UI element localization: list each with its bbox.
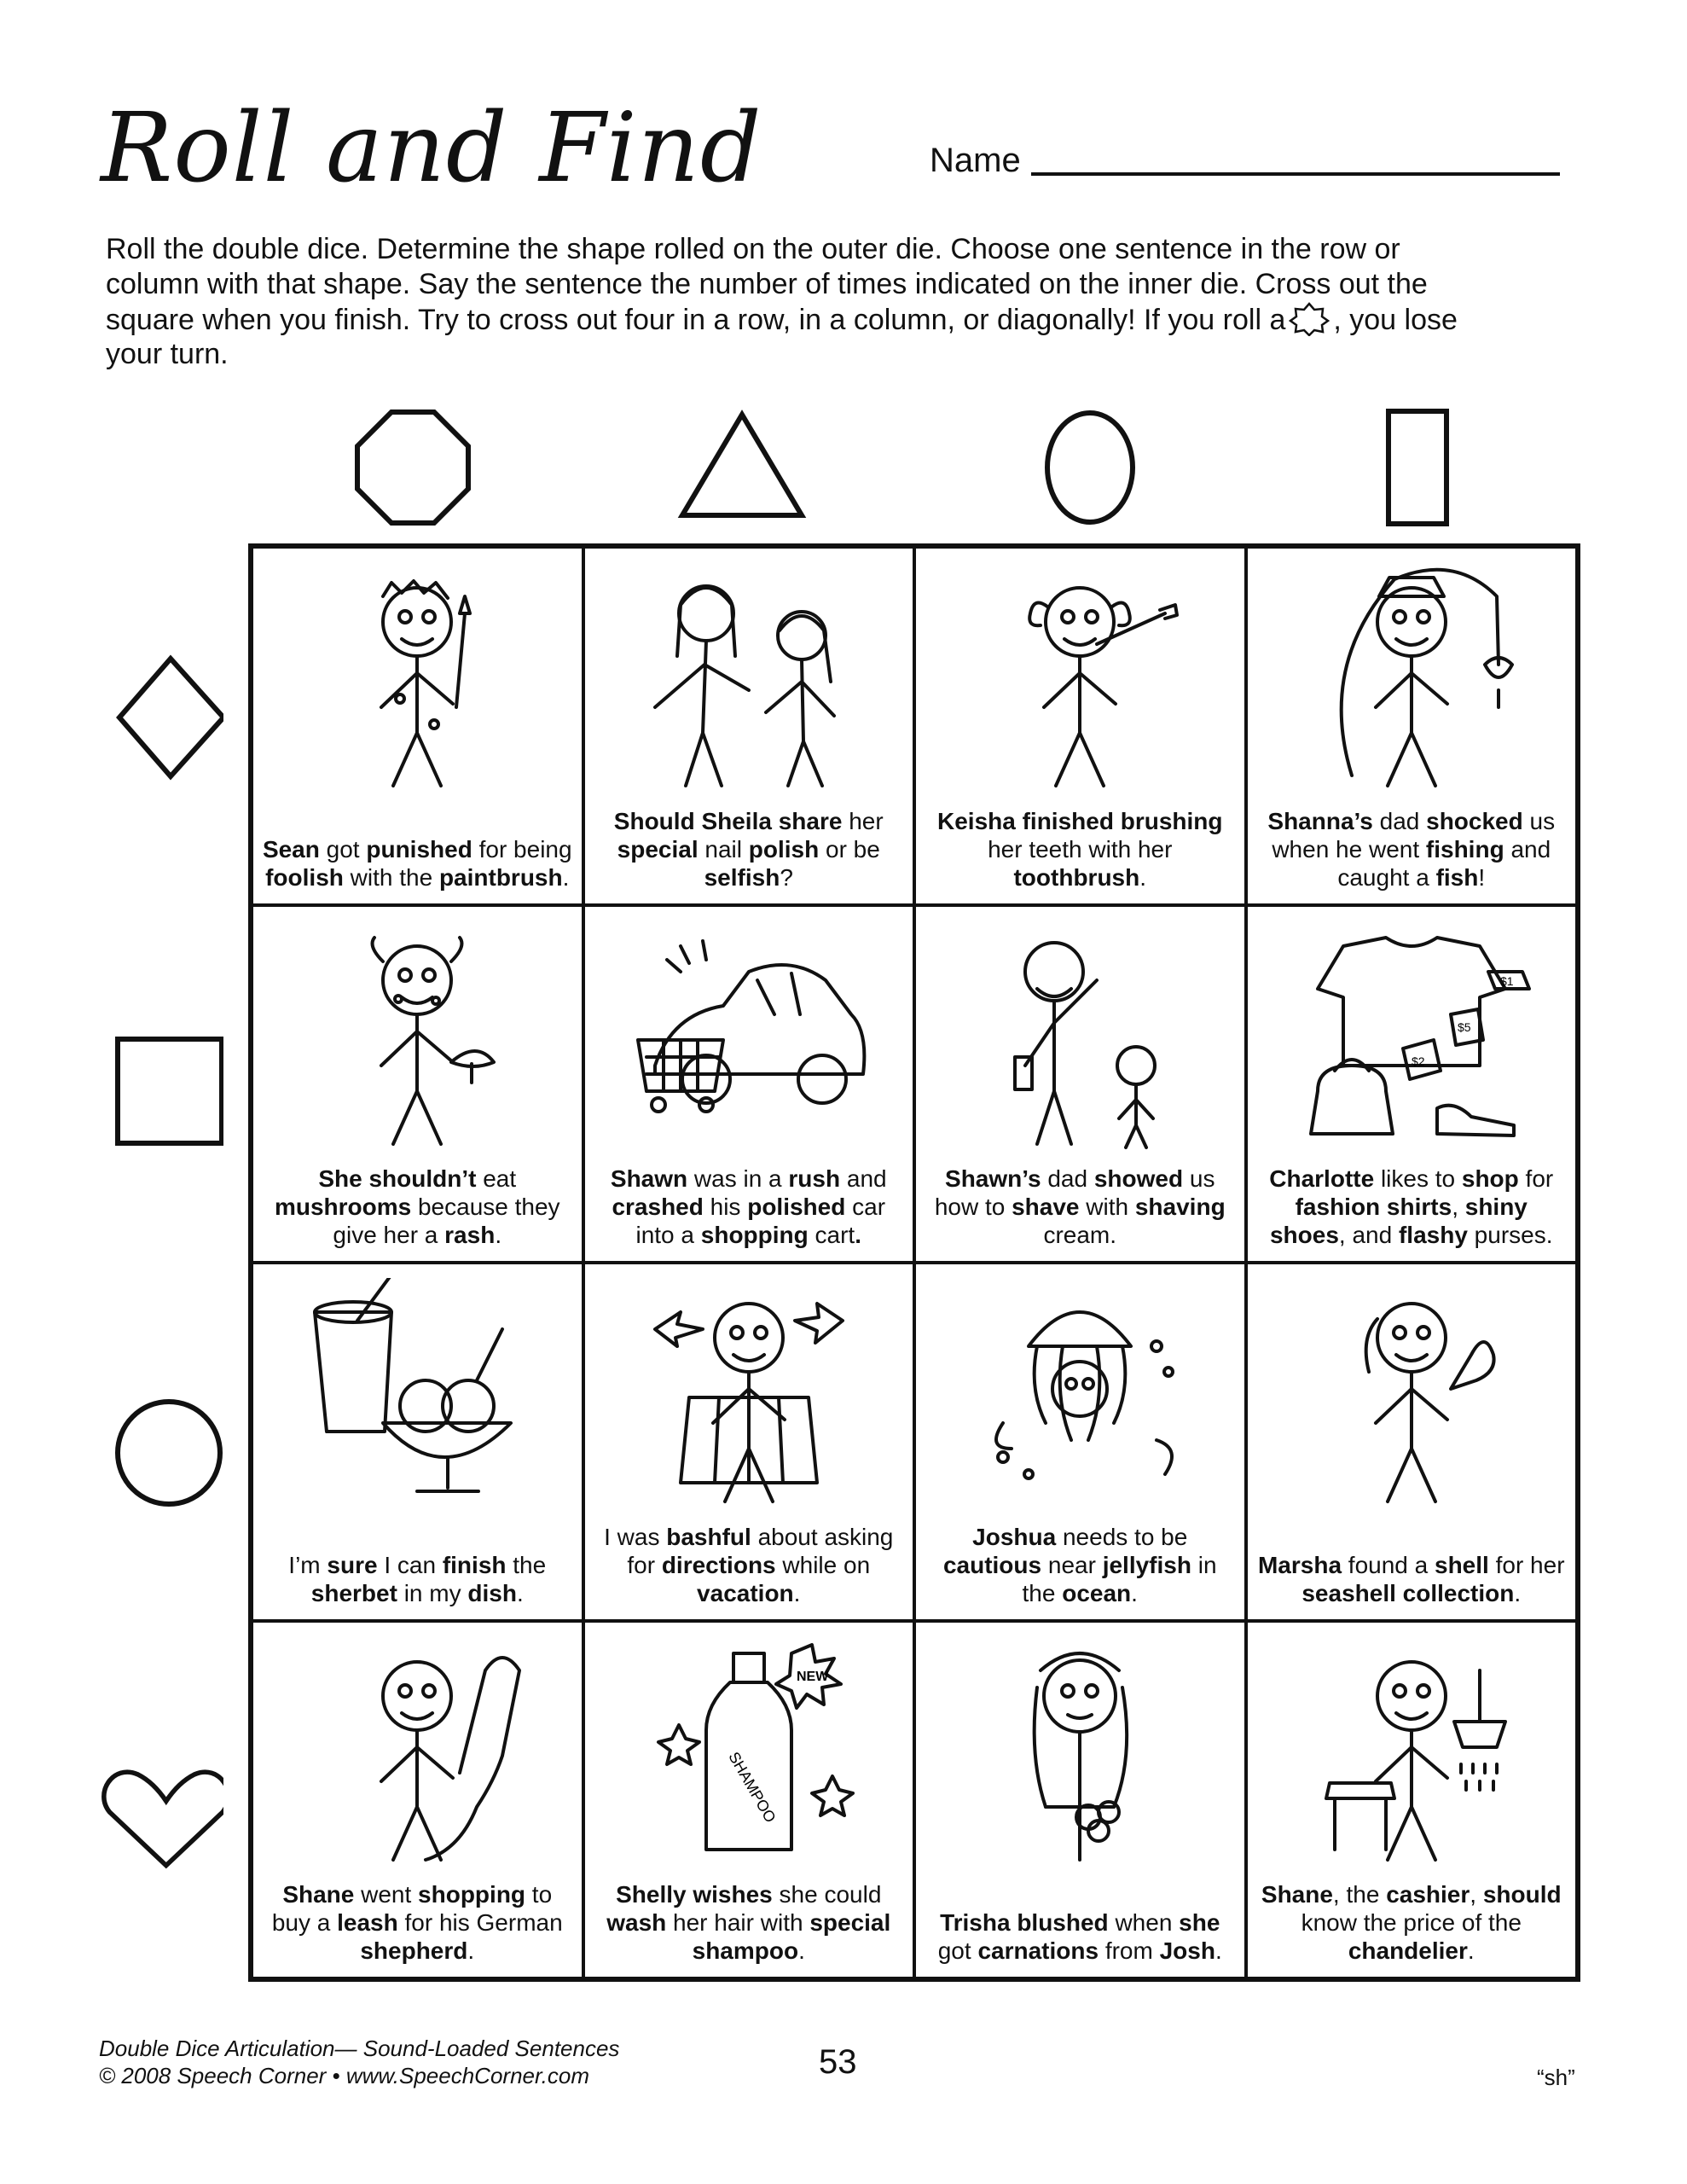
- cell-sentence: [925, 807, 1236, 892]
- target-word: bashful: [666, 1523, 751, 1550]
- sentence-text: .: [1215, 1937, 1222, 1964]
- sentence-text: from: [1099, 1937, 1160, 1964]
- sentence-text: for being: [472, 835, 572, 863]
- target-word: selfish: [704, 863, 780, 891]
- cell-sentence: [925, 1165, 1236, 1249]
- cell-sentence: [262, 835, 573, 892]
- shampoo-bottle-illustration: [585, 1633, 913, 1870]
- target-word: dish: [467, 1579, 517, 1606]
- target-word: sherbet: [310, 1579, 397, 1606]
- sentence-text: I’m: [288, 1551, 328, 1578]
- target-word: foolish: [265, 863, 344, 891]
- sentence-text: ?: [780, 863, 793, 891]
- grid-cell[interactable]: [914, 547, 1246, 905]
- target-word: shopping: [418, 1881, 526, 1908]
- grid-cell[interactable]: [1246, 547, 1578, 905]
- sentence-text: and caught a: [1337, 835, 1551, 891]
- target-word: wash: [606, 1909, 667, 1936]
- target-word: fish: [1435, 863, 1479, 891]
- target-word: Marsha: [1257, 1551, 1342, 1578]
- man-leash-illustration: [253, 1633, 582, 1870]
- sentence-text: likes to: [1374, 1165, 1462, 1192]
- grid-cell[interactable]: [583, 905, 915, 1263]
- sentence-text: .: [1131, 1579, 1138, 1606]
- sentence-text: with the: [343, 863, 439, 891]
- cashier-chandelier-illustration: [1248, 1633, 1576, 1870]
- instructions-line-2: column with that shape. Say the sentence the number of times indicated on the inner die. Cross out the: [106, 268, 1428, 300]
- sentence-text: dad: [1372, 807, 1427, 834]
- target-word: carnations: [977, 1937, 1099, 1964]
- sentence-text: us when he went: [1272, 807, 1556, 863]
- sentence-text: car into a: [635, 1194, 886, 1248]
- sentence-text: .: [793, 1579, 801, 1606]
- target-word: leash: [337, 1909, 398, 1936]
- sentence-text: .: [495, 1222, 502, 1248]
- grid-cell[interactable]: [1246, 1621, 1578, 1979]
- sentence-text: in the: [1022, 1551, 1217, 1606]
- sentence-text: ,: [1452, 1194, 1465, 1220]
- target-word: crashed: [612, 1194, 704, 1220]
- target-word: chandelier: [1348, 1937, 1468, 1964]
- target-word: she: [1179, 1909, 1220, 1936]
- new-badge: NEW: [796, 1669, 829, 1684]
- target-word: shocked: [1426, 807, 1523, 834]
- target-word: should: [1482, 1881, 1562, 1908]
- sentence-text: found a: [1342, 1551, 1435, 1578]
- instructions-line-3-start: square when you finish. Try to cross out four in a row, in a column, or diagonally! If you roll a: [106, 304, 1286, 336]
- target-word: flashy: [1398, 1222, 1468, 1248]
- triangle-icon: [674, 408, 810, 527]
- grid-cell[interactable]: [1246, 905, 1578, 1263]
- target-word: mushrooms: [274, 1194, 412, 1220]
- target-word: Shawn: [610, 1165, 688, 1192]
- sentence-text: nail: [698, 835, 749, 863]
- sentence-text: or be: [819, 835, 880, 863]
- worksheet-title: Roll and Find: [101, 93, 762, 204]
- target-word: Shawn’s: [945, 1165, 1041, 1192]
- grid-cell[interactable]: [914, 1263, 1246, 1621]
- rectangle-icon: [1349, 408, 1486, 527]
- sentence-text: , and: [1338, 1222, 1399, 1248]
- target-word: special: [617, 835, 699, 863]
- sentence-text: she could: [772, 1881, 882, 1908]
- cell-sentence: [1256, 1551, 1568, 1607]
- grid-cell[interactable]: [252, 547, 583, 905]
- name-field: [930, 143, 1560, 177]
- sentence-text: for: [1518, 1165, 1554, 1192]
- price-tag-2: $2: [1411, 1054, 1425, 1068]
- sentence-text: cart: [808, 1222, 855, 1248]
- sentence-text: .: [1514, 1579, 1522, 1606]
- instructions-line-3-end: , you lose: [1333, 304, 1458, 336]
- target-word: cautious: [942, 1551, 1042, 1578]
- two-girls-talking-illustration: [585, 559, 913, 796]
- target-word: Joshua: [972, 1523, 1057, 1550]
- sentence-text: !: [1478, 863, 1486, 891]
- jellyfish-diver-illustration: [916, 1275, 1244, 1512]
- instructions: [106, 232, 1581, 372]
- target-word: fashion shirts: [1295, 1194, 1452, 1220]
- sentence-text: for her: [1488, 1551, 1565, 1578]
- target-word: Should Sheila share: [613, 807, 843, 834]
- lose-turn-badge-icon: [1289, 302, 1330, 336]
- sentence-text: the: [506, 1551, 547, 1578]
- target-word: finish: [442, 1551, 507, 1578]
- square-icon: [96, 1029, 223, 1157]
- target-word: toothbrush: [1013, 863, 1140, 891]
- circle-icon: [96, 1389, 223, 1517]
- target-word: seashell collection: [1301, 1579, 1515, 1606]
- target-word: Shane: [282, 1881, 355, 1908]
- price-tag-1: $1: [1499, 973, 1514, 988]
- instructions-line-4: your turn.: [106, 338, 229, 370]
- cell-sentence: [262, 1165, 573, 1249]
- footer-copyright: © 2008 Speech Corner • www.SpeechCorner.com: [99, 2063, 590, 2088]
- cell-sentence: [594, 1165, 905, 1249]
- cell-sentence: [262, 1880, 573, 1965]
- sentence-text: .: [467, 1937, 475, 1964]
- car-cart-illustration: [585, 917, 913, 1154]
- man-map-illustration: [585, 1275, 913, 1512]
- target-word: fishing: [1425, 835, 1504, 863]
- target-word: ocean: [1062, 1579, 1132, 1606]
- cell-sentence: [594, 1880, 905, 1965]
- sentence-text: ,: [1470, 1881, 1483, 1908]
- sentence-text: I was: [604, 1523, 667, 1550]
- grid-cell[interactable]: [252, 1263, 583, 1621]
- cell-sentence: [594, 807, 905, 892]
- cell-sentence: [1256, 807, 1568, 892]
- price-tag-3: $5: [1457, 1019, 1471, 1034]
- page-number: 53: [819, 2043, 857, 2081]
- sentence-text: near: [1041, 1551, 1103, 1578]
- shirt-purse-shoe-illustration: [1248, 917, 1576, 1154]
- target-word: jellyfish: [1102, 1551, 1191, 1578]
- footer-credits: [99, 2035, 619, 2089]
- grid-cell[interactable]: [252, 1621, 583, 1979]
- sentence-text: .: [798, 1937, 805, 1964]
- diamond-icon: [96, 653, 223, 781]
- girl-mushroom-illustration: [253, 917, 582, 1154]
- sentence-text: because they give her a: [333, 1194, 560, 1248]
- grid-cell[interactable]: [914, 905, 1246, 1263]
- sentence-text: in my: [397, 1579, 468, 1606]
- footer-book-title: Double Dice Articulation— Sound-Loaded Sentences: [99, 2036, 620, 2061]
- target-word: Charlotte: [1269, 1165, 1375, 1192]
- sentence-text: got: [319, 835, 367, 863]
- cell-sentence: [925, 1908, 1236, 1965]
- target-word: vacation: [697, 1579, 794, 1606]
- cell-sentence: [1256, 1165, 1568, 1249]
- sherbet-dish-illustration: [253, 1275, 582, 1512]
- target-word: shell: [1435, 1551, 1489, 1578]
- octagon-icon: [345, 408, 481, 527]
- target-word: rash: [444, 1222, 496, 1248]
- target-word: Shelly wishes: [616, 1881, 773, 1908]
- grid-cell[interactable]: [914, 1621, 1246, 1979]
- target-word: directions: [661, 1551, 776, 1578]
- target-word: Josh: [1159, 1937, 1215, 1964]
- sentence-text: for his German: [397, 1909, 563, 1936]
- sentence-text: his: [703, 1194, 748, 1220]
- target-word: paintbrush: [438, 863, 563, 891]
- target-word: special shampoo: [692, 1909, 891, 1964]
- target-word: shopping: [700, 1222, 809, 1248]
- sentence-text: .: [1139, 863, 1147, 891]
- cell-sentence: [1256, 1880, 1568, 1965]
- sentence-text: got: [937, 1937, 978, 1964]
- target-word: Shane: [1261, 1881, 1333, 1908]
- sentence-text: while on: [775, 1551, 871, 1578]
- sentence-text: when: [1108, 1909, 1180, 1936]
- target-word: .: [855, 1222, 861, 1248]
- target-word: cashier: [1386, 1881, 1470, 1908]
- sentence-text: .: [516, 1579, 524, 1606]
- oval-icon: [1022, 408, 1158, 527]
- dad-shaving-illustration: [916, 917, 1244, 1154]
- girl-seashell-illustration: [1248, 1275, 1576, 1512]
- grid-cell[interactable]: [1246, 1263, 1578, 1621]
- target-word: rush: [788, 1165, 841, 1192]
- grid-cell[interactable]: [583, 547, 915, 905]
- sentence-text: purses.: [1467, 1222, 1553, 1248]
- bingo-grid: [248, 543, 1580, 1982]
- grid-cell[interactable]: [583, 1621, 915, 1979]
- sentence-text: her: [842, 807, 884, 834]
- sentence-text: know the price of the: [1301, 1909, 1522, 1936]
- sentence-text: eat: [476, 1165, 517, 1192]
- grid-cell[interactable]: [583, 1263, 915, 1621]
- cell-sentence: [262, 1551, 573, 1607]
- sentence-text: with: [1079, 1194, 1135, 1220]
- sentence-text: cream.: [1043, 1222, 1117, 1248]
- sentence-text: us how to: [934, 1165, 1215, 1220]
- target-word: shepherd: [360, 1937, 468, 1964]
- target-word: showed: [1093, 1165, 1184, 1192]
- girl-toothbrush-illustration: [916, 559, 1244, 796]
- name-blank-line[interactable]: [1031, 172, 1560, 176]
- woman-flowers-illustration: [916, 1633, 1244, 1870]
- cell-sentence: [594, 1523, 905, 1607]
- shampoo-label: SHAMPOO: [725, 1748, 780, 1826]
- sentence-text: .: [1467, 1937, 1475, 1964]
- sentence-text: dad: [1041, 1165, 1094, 1192]
- target-word: shave: [1012, 1194, 1080, 1220]
- target-word: punished: [366, 835, 472, 863]
- sentence-text: I can: [377, 1551, 443, 1578]
- cell-sentence: [925, 1523, 1236, 1607]
- sentence-text: went: [354, 1881, 419, 1908]
- target-word: Sean: [262, 835, 320, 863]
- instructions-line-3: [106, 302, 1581, 337]
- sentence-text: to buy a: [271, 1881, 553, 1936]
- target-word: polish: [748, 835, 820, 863]
- target-word: shiny shoes: [1269, 1194, 1528, 1248]
- sentence-text: .: [562, 863, 570, 891]
- name-label: Name: [930, 142, 1021, 179]
- sentence-text: about asking for: [627, 1523, 894, 1578]
- sentence-text: and: [840, 1165, 887, 1192]
- target-word: She shouldn’t: [318, 1165, 477, 1192]
- instructions-line-1: Roll the double dice. Determine the shape rolled on the outer die. Choose one sentence in the row or: [106, 233, 1400, 265]
- sentence-text: her hair with: [666, 1909, 810, 1936]
- target-word: shaving: [1134, 1194, 1226, 1220]
- sentence-text: was in a: [687, 1165, 789, 1192]
- man-fishing-illustration: [1248, 559, 1576, 796]
- target-word: Trisha blushed: [940, 1909, 1109, 1936]
- sentence-text: needs to be: [1056, 1523, 1188, 1550]
- sentence-text: her teeth with her: [988, 835, 1173, 863]
- heart-icon: [96, 1754, 223, 1882]
- target-word: polished: [747, 1194, 846, 1220]
- target-word: shop: [1461, 1165, 1519, 1192]
- target-sound: “sh”: [1537, 2065, 1575, 2090]
- boy-paintbrush-illustration: [253, 559, 582, 796]
- sentence-text: , the: [1332, 1881, 1387, 1908]
- target-word: Keisha finished brushing: [937, 807, 1223, 834]
- target-word: sure: [327, 1551, 378, 1578]
- target-word: Shanna’s: [1267, 807, 1373, 834]
- grid-cell[interactable]: [252, 905, 583, 1263]
